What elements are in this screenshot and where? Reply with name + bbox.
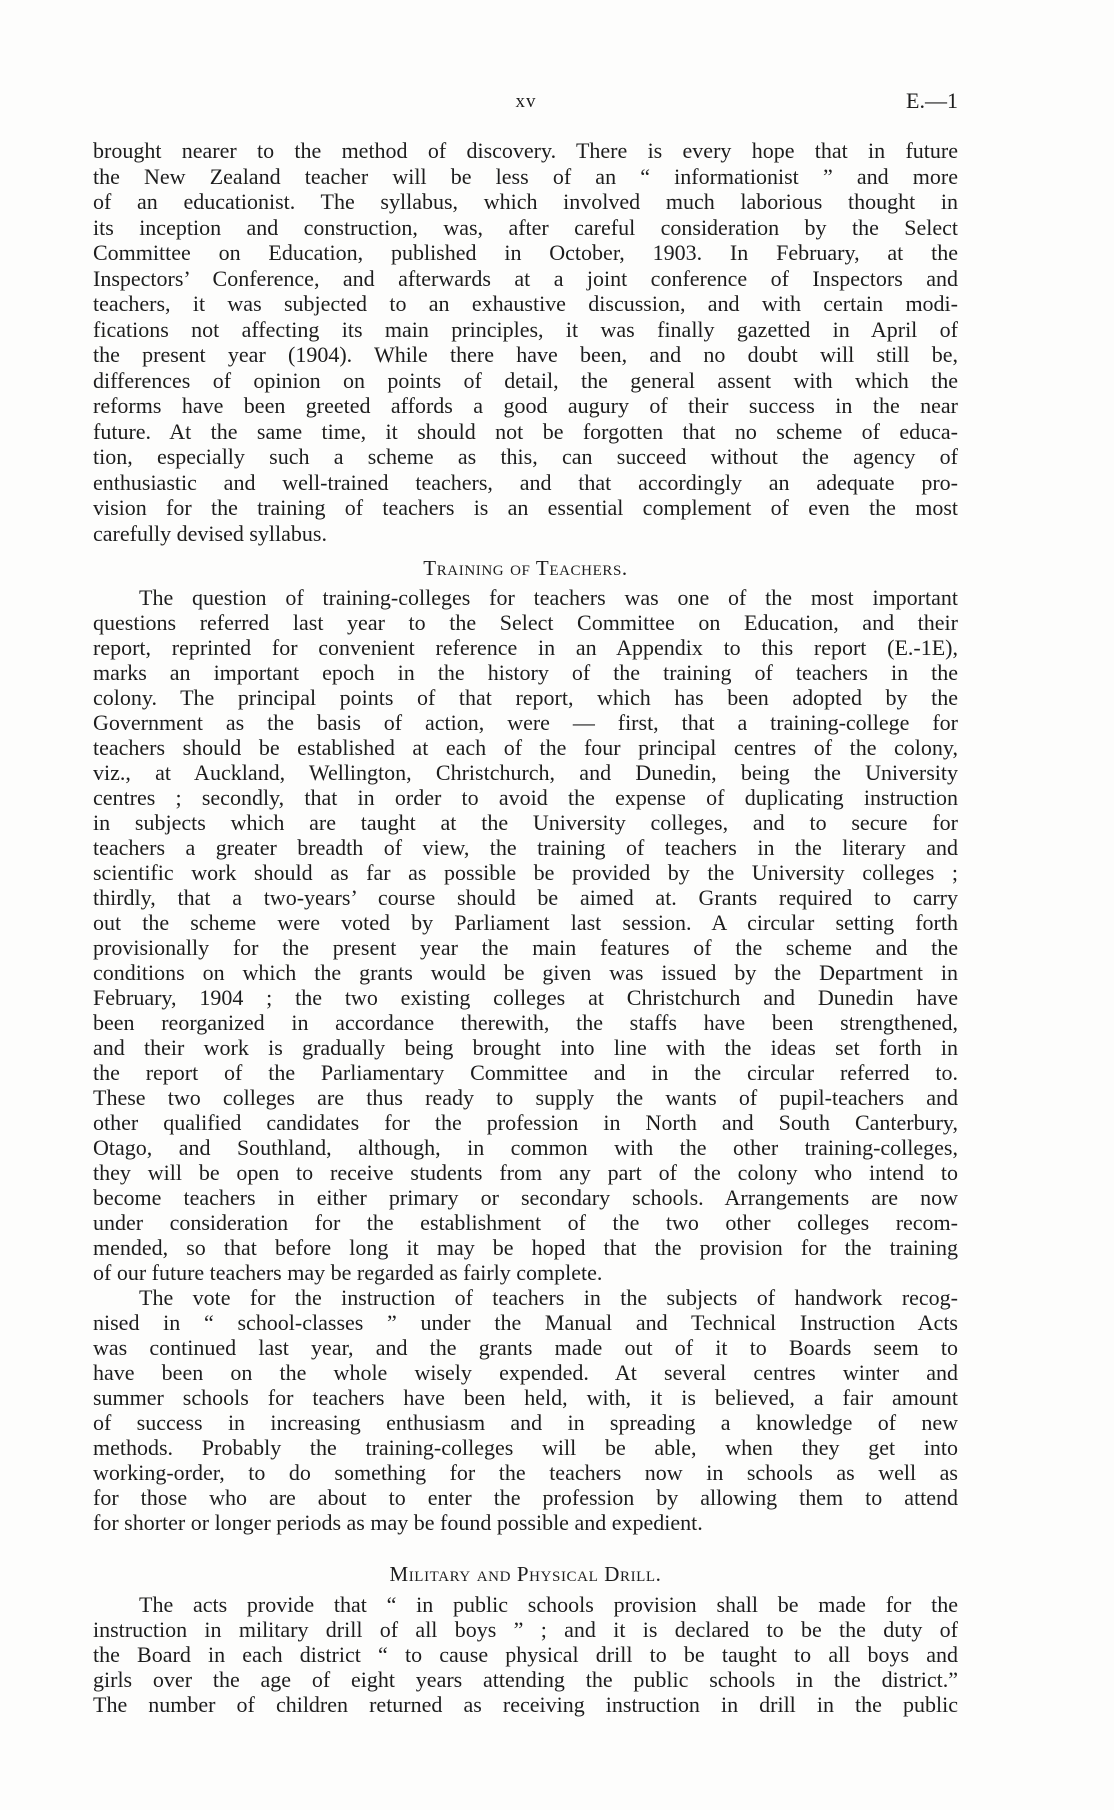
body-text-line: The number of children returned as receiving instruction in drill in the public [93,1692,958,1717]
body-text-line: fications not affecting its main principles, it was finally gazetted in April of [93,316,958,342]
body-text-line: differences of opinion on points of detail, the general assent with which the [93,367,958,393]
body-text-line: of success in increasing enthusiasm and in spreading a knowledge of new [93,1410,958,1435]
body-text-line: Committee on Education, published in October, 1903. In February, at the [93,240,958,265]
body-text-line: centres ; secondly, that in order to avoid the expense of duplicating instruction [93,785,958,810]
body-text-line: Government as the basis of action, were — first, that a training-college for [93,710,958,735]
page-number: xv [515,91,537,112]
body-text-line: have been on the whole wisely expended. At several centres winter and [93,1360,958,1385]
body-text-line: working-order, to do something for the teachers now in schools as well as [93,1460,958,1485]
body-text-line: The vote for the instruction of teachers in the subjects of handwork recog- [139,1285,958,1310]
body-text-line: they will be open to receive students from any part of the colony who intend to [93,1160,958,1185]
body-text-line: colony. The principal points of that report, which has been adopted by the [93,685,958,710]
body-text-line: viz., at Auckland, Wellington, Christchurch, and Dunedin, being the University [93,760,958,785]
body-text-line: become teachers in either primary or secondary schools. Arrangements are now [93,1185,958,1210]
body-text-line: for those who are about to enter the profession by allowing them to attend [93,1485,958,1510]
body-text-line: provisionally for the present year the main features of the scheme and the [93,935,958,960]
body-text-line: the report of the Parliamentary Committee and in the circular referred to. [93,1060,958,1085]
body-text-line: summer schools for teachers have been held, with, it is believed, a fair amount [93,1385,958,1410]
body-text-line: tion, especially such a scheme as this, can succeed without the agency of [93,444,958,469]
body-text-line: the New Zealand teacher will be less of an “ informationist ” and more [93,163,958,189]
body-text-line: reforms have been greeted affords a good augury of their success in the near [93,393,958,418]
body-text-line: Otago, and Southland, although, in common with the other training-colleges, [93,1135,958,1160]
body-text-line: vision for the training of teachers is an essential complement of even the most [93,495,958,520]
body-text-line: its inception and construction, was, after careful consideration by the Select [93,214,958,240]
body-text-line: teachers, it was subjected to an exhaustive discussion, and with certain modi- [93,291,958,316]
body-text-line: The acts provide that “ in public schools provision shall be made for the [139,1592,958,1617]
body-text-line: for shorter or longer periods as may be found possible and expedient. [93,1510,703,1535]
body-text-line: conditions on which the grants would be given was issued by the Department in [93,960,958,985]
body-text-line: thirdly, that a two-years’ course should be aimed at. Grants required to carry [93,885,958,910]
body-text-line: and their work is gradually being brought into line with the ideas set forth in [93,1035,958,1060]
body-text-line: the Board in each district “ to cause physical drill to be taught to all boys and [93,1642,958,1667]
body-text-line: mended, so that before long it may be hoped that the provision for the training [93,1235,958,1260]
body-text-line: The question of training-colleges for teachers was one of the most important [139,585,958,610]
paragraph [93,1285,958,1535]
body-text-line: other qualified candidates for the profession in North and South Canterbury, [93,1110,958,1135]
document-reference: E.—1 [906,88,958,113]
body-text-line: teachers should be established at each of the four principal centres of the colony, [93,735,958,760]
body-text-line: marks an important epoch in the history of the training of teachers in the [93,660,958,685]
body-text-line: of our future teachers may be regarded as fairly complete. [93,1260,603,1285]
body-text-line: February, 1904 ; the two existing colleges at Christchurch and Dunedin have [93,985,958,1010]
body-text-line: These two colleges are thus ready to supply the wants of pupil-teachers and [93,1085,958,1110]
body-text-line: was continued last year, and the grants made out of it to Boards seem to [93,1335,958,1360]
body-text-line: Inspectors’ Conference, and afterwards at a joint conference of Inspectors and [93,265,958,291]
body-text-line: scientific work should as far as possible be provided by the University colleges ; [93,860,958,885]
section-heading-drill: Military and Physical Drill. [389,1562,662,1586]
body-text-line: been reorganized in accordance therewith, the staffs have been strengthened, [93,1010,958,1035]
body-text-line: carefully devised syllabus. [93,520,327,546]
body-text-line: out the scheme were voted by Parliament last session. A circular setting forth [93,910,958,935]
body-text-line: teachers a greater breadth of view, the training of teachers in the literary and [93,835,958,860]
body-text-line: of an educationist. The syllabus, which involved much laborious thought in [93,189,958,214]
body-text-line: instruction in military drill of all boys ” ; and it is declared to be the duty of [93,1617,958,1642]
body-text-line: in subjects which are taught at the University colleges, and to secure for [93,810,958,835]
body-text-line: nised in “ school-classes ” under the Manual and Technical Instruction Acts [93,1310,958,1335]
body-text-line: questions referred last year to the Select Committee on Education, and their [93,610,958,635]
body-text-line: future. At the same time, it should not be forgotten that no scheme of educa- [93,418,958,444]
section-heading-training: Training of Teachers. [423,556,628,580]
body-text-line: under consideration for the establishment of the two other colleges recom- [93,1210,958,1235]
paragraph [93,585,958,1285]
body-text-line: brought nearer to the method of discovery. There is every hope that in future [93,138,958,163]
paragraph [93,138,958,546]
body-text-line: the present year (1904). While there have been, and no doubt will still be, [93,342,958,367]
body-text-line: girls over the age of eight years attending the public schools in the district.” [93,1667,958,1692]
body-text-line: methods. Probably the training-colleges will be able, when they get into [93,1435,958,1460]
body-text-line: enthusiastic and well-trained teachers, and that accordingly an adequate pro- [93,469,958,495]
paragraph [93,1592,958,1717]
body-text-line: report, reprinted for convenient reference in an Appendix to this report (E.-1E), [93,635,958,660]
